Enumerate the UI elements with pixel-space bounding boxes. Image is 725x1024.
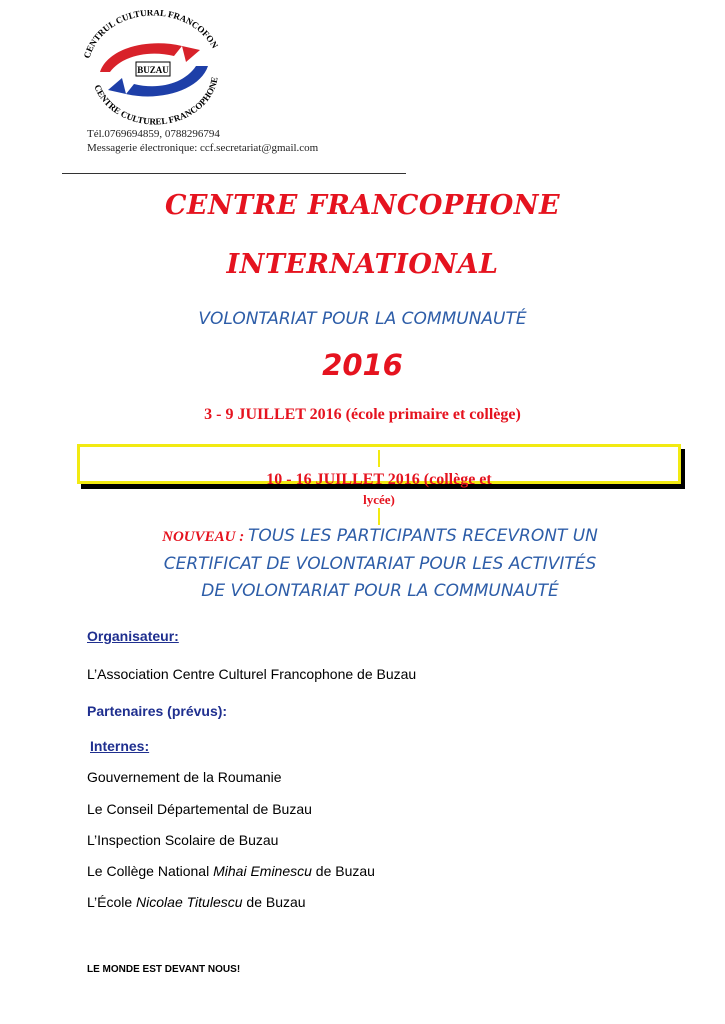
partner-item-emphasis: Nicolae Titulescu: [136, 894, 243, 910]
session-second-box: [77, 444, 681, 507]
announcement-line-1: TOUS LES PARTICIPANTS RECEVRONT UN: [247, 526, 598, 546]
partner-item: [87, 863, 375, 879]
logo-graphic: [78, 10, 228, 128]
header-divider: [62, 173, 406, 174]
year: 2016: [322, 348, 403, 382]
partner-item: [87, 801, 312, 817]
announcement-line-2: CERTIFICAT DE VOLONTARIAT POUR LES ACTIVITÉS: [163, 554, 597, 574]
session-first: 3 - 9 JUILLET 2016 (école primaire et collège): [204, 406, 521, 423]
session-second-main: 10 - 16 JUILLET 2016 (collège et: [266, 471, 492, 488]
subtitle: VOLONTARIAT POUR LA COMMUNAUTÉ: [198, 309, 527, 329]
organiser-name: L’Association Centre Culturel Francophone de Buzau: [87, 666, 417, 682]
announcement-label: NOUVEAU :: [162, 529, 248, 545]
title-line-2: INTERNATIONAL: [226, 249, 499, 280]
session-second-small: lycée): [363, 492, 395, 507]
partner-item-text: Le Conseil Départemental de Buzau: [87, 801, 312, 817]
partner-item-emphasis: Mihai Eminescu: [213, 863, 312, 879]
partner-item: [87, 769, 282, 785]
contact-email: Messagerie électronique: ccf.secretariat@gmail.com: [87, 142, 319, 154]
partner-item-text: de Buzau: [311, 863, 375, 879]
announcement-line-3: DE VOLONTARIAT POUR LA COMMUNAUTÉ: [201, 581, 559, 601]
title-line-1: CENTRE FRANCOPHONE: [164, 190, 561, 221]
partner-item-text: Le Collège National: [87, 863, 214, 879]
logo-top-text: CENTRUL CULTURAL FRANCOFON: [81, 10, 221, 60]
partner-item: [87, 832, 278, 848]
partner-item-text: Gouvernement de la Roumanie: [87, 769, 282, 785]
internal-partners-heading: Internes:: [90, 738, 150, 754]
partners-heading: Partenaires (prévus):: [87, 703, 228, 719]
svg-text:CENTRE CULTUREL FRANCOPHONE: [92, 76, 219, 127]
announcement: [60, 523, 700, 605]
logo-center-text: BUZAU: [137, 65, 169, 75]
partner-item-text: L’Inspection Scolaire de Buzau: [87, 832, 279, 848]
session-second: [80, 450, 678, 526]
organiser-heading: Organisateur:: [87, 628, 179, 644]
logo: [78, 10, 228, 128]
partner-item: [87, 894, 306, 910]
partner-item-text: de Buzau: [242, 894, 306, 910]
logo-bottom-text: CENTRE CULTUREL FRANCOPHONE: [92, 76, 220, 127]
contact-block: [87, 127, 318, 155]
footer-motto: LE MONDE EST DEVANT NOUS!: [87, 964, 241, 975]
partner-item-text: L’École: [87, 894, 137, 910]
contact-phone: Tél.0769694859, 0788296794: [87, 128, 220, 140]
